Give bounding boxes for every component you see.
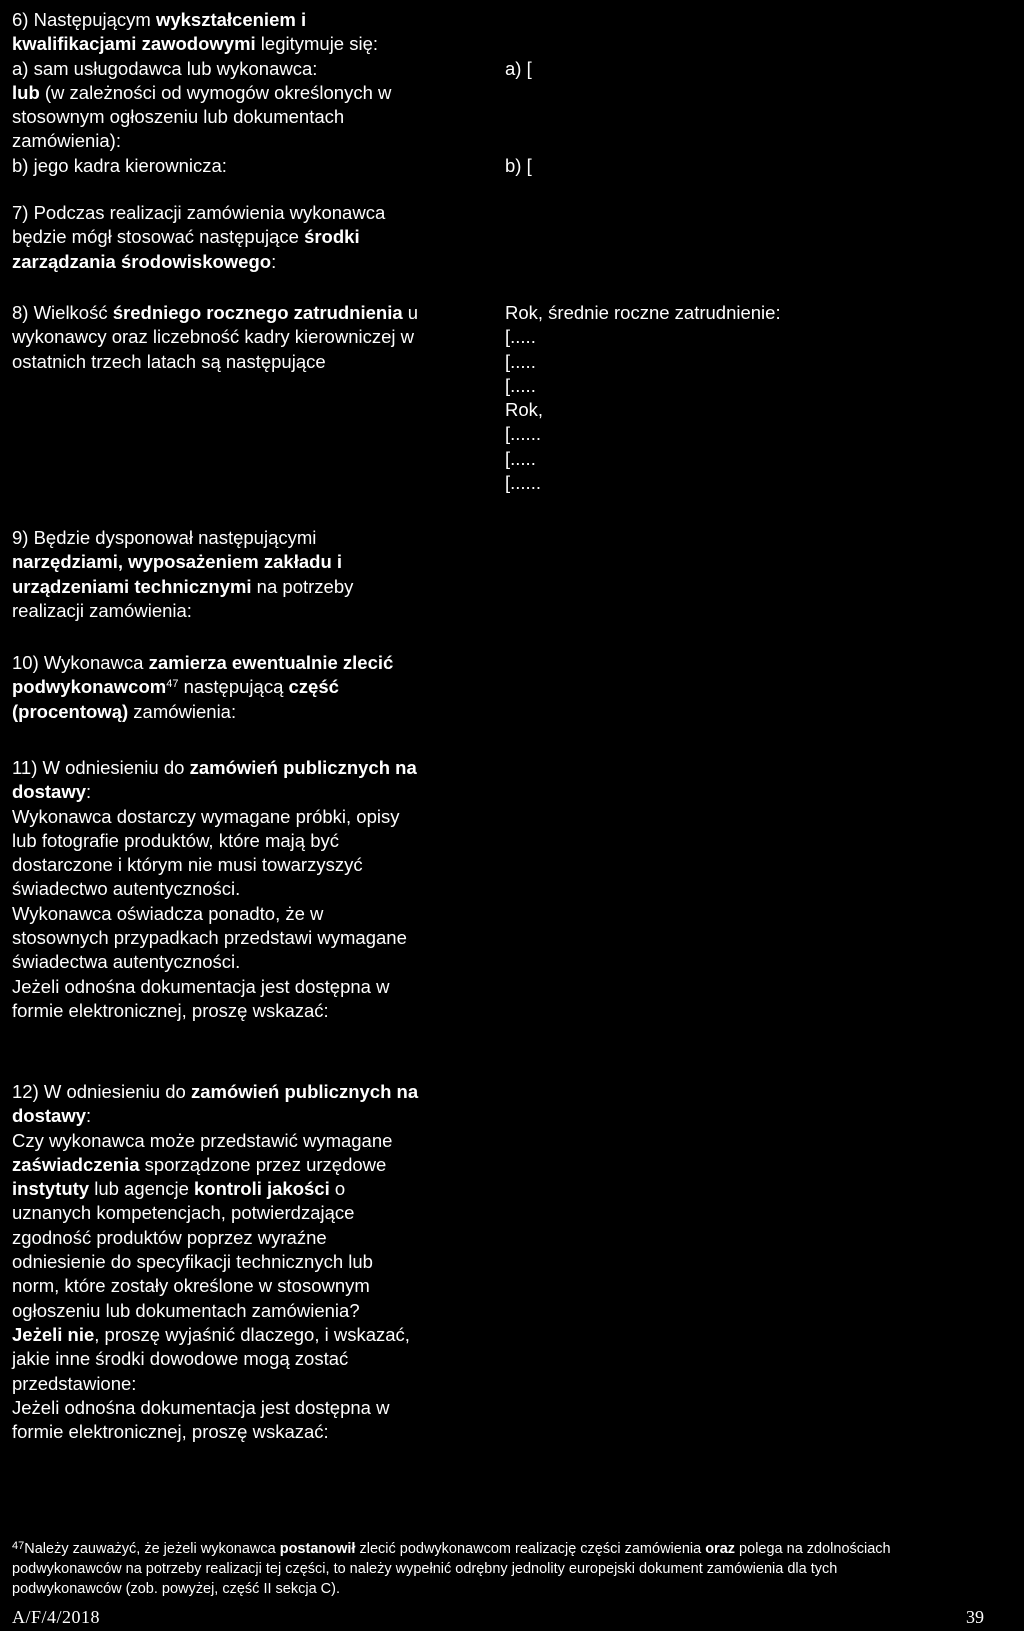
page-number: 39 bbox=[966, 1607, 984, 1627]
section-12-question: 12) W odniesieniu do zamówień publicznych na dostawy: Czy wykonawca może przedstawić wymagane zaświadczenia sporządzone przez urzędowe instytuty lub agencje kontroli jakości o uznanych kompetencjach, potwierdzające zgodność produktów poprzez wyraźne odniesienie do specyfikacji technicznych lub norm, które zostały określone w stosownym ogłoszeniu lub dokumentach zamówienia? Jeżeli nie, proszę wyjaśnić dlaczego, i wskazać, jakie inne środki dowodowe mogą zostać przedstawione: Jeżeli odnośna dokumentacja jest dostępna w formie elektronicznej, proszę wskazać: bbox=[12, 1081, 419, 1443]
section-9-question: 9) Będzie dysponował następującymi narzędziami, wyposażeniem zakładu i urządzeniami technicznymi na potrzeby realizacji zamówienia: bbox=[12, 527, 354, 621]
document-id: A/F/4/2018 bbox=[12, 1607, 101, 1627]
section-6-answer-b: b) [ bbox=[505, 155, 532, 176]
section-8-question: 8) Wielkość średniego rocznego zatrudnienia u wykonawcy oraz liczebność kadry kierowniczej w ostatnich trzech latach są następujące bbox=[12, 302, 419, 372]
section-10-question: 10) Wykonawca zamierza ewentualnie zlecić podwykonawcom$^{47}$ następującą część (procentową) zamówienia: bbox=[12, 652, 394, 722]
section-6-question: 6) Następującym wykształceniem i kwalifikacjami zawodowymi legitymuje się: a) sam usługodawca lub wykonawca: lub (w zależności od wymogów określonych w stosownym ogłoszeniu lub dokumentach zamówienia): b) jego kadra kierownicza: bbox=[12, 9, 392, 176]
section-7-question: 7) Podczas realizacji zamówienia wykonawca będzie mógł stosować następujące środki zarządzania środowiskowego: bbox=[12, 202, 386, 272]
footnote-ref-47: 47 bbox=[166, 678, 179, 691]
section-8-answer: Rok, średnie roczne zatrudnienie: [..... [..... [..... Rok, [...... [..... [...... bbox=[505, 302, 781, 494]
section-11-question: 11) W odniesieniu do zamówień publicznych na dostawy: Wykonawca dostarczy wymagane próbki, opisy lub fotografie produktów, które mają być dostarczone i którym nie musi towarzyszyć świadectwo autentyczności. Wykonawca oświadcza ponadto, że w stosownych przypadkach przedstawi wymagane świadectwa autentyczności. Jeżeli odnośna dokumentacja jest dostępna w formie elektronicznej, proszę wskazać: bbox=[12, 757, 417, 1021]
section-6-answer-a: a) [ bbox=[505, 58, 532, 79]
footnote-47: $^{47}$Należy zauważyć, że jeżeli wykonawca postanowił zlecić podwykonawcom realizację części zamówienia oraz polega na zdolnościach podwykonawców na potrzeby realizacji tej części, to należy wypełnić odrębny jednolity europejski dokument zamówienia dla tych podwykonawców (zob. powyżej, część II sekcja C). bbox=[12, 1540, 891, 1597]
